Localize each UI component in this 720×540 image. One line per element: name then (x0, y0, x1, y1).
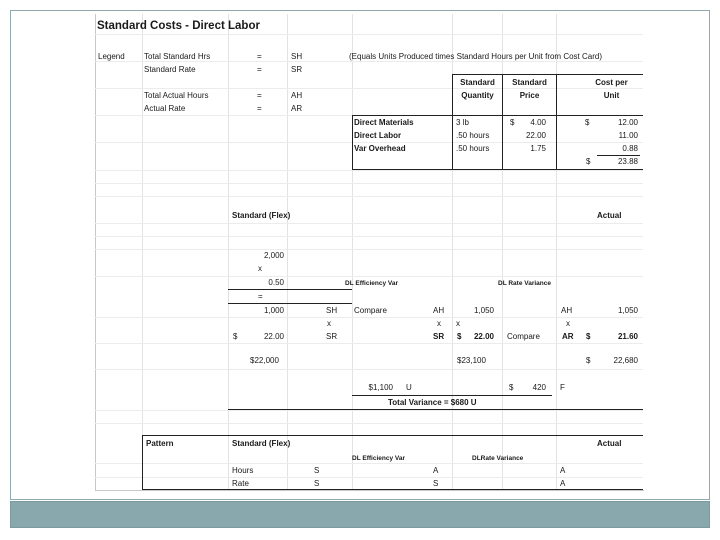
compare-label: Compare (354, 306, 387, 315)
gridline (95, 343, 643, 344)
legend-name: Total Actual Hours (144, 91, 209, 100)
sh-label: SH (326, 306, 338, 315)
cost-currency: $ (510, 118, 515, 127)
cost-item: Var Overhead (354, 144, 406, 153)
standard-rate-value: 22.00 (263, 332, 284, 341)
legend-equals: = (257, 52, 262, 61)
multiply-sign: x (456, 319, 460, 328)
ah-label: AH (561, 306, 573, 315)
rate-variance-value: 420 (532, 383, 546, 392)
variance-bottom-border (228, 409, 643, 410)
cost-qty: .50 hours (456, 144, 490, 153)
legend-name: Standard Rate (144, 65, 196, 74)
actual-hours-value: 1,050 (473, 306, 494, 315)
gridline (95, 183, 643, 184)
cost-card-bottom-border (352, 169, 643, 170)
cost-card-col-border (502, 74, 503, 170)
flex-header: Standard (Flex) (232, 211, 291, 220)
pattern-row-label: Hours (232, 466, 254, 475)
pattern-cell: A (560, 479, 566, 488)
cost-card-total: 23.88 (617, 157, 638, 166)
legend-abbr: SR (291, 65, 303, 74)
pattern-cell: A (433, 466, 439, 475)
header-quantity-line1: Standard (460, 78, 495, 87)
pattern-cell: A (560, 466, 566, 475)
cost-per-unit: 0.88 (622, 144, 638, 153)
ar-label: AR (562, 332, 574, 341)
gridline (95, 249, 643, 250)
header-price-line1: Standard (512, 78, 547, 87)
legend-abbr: AH (291, 91, 303, 100)
pattern-left-border (142, 435, 143, 490)
equals-sign: = (258, 292, 263, 301)
multiply-sign: x (327, 319, 331, 328)
header-price-line2: Price (519, 91, 540, 100)
cost-item: Direct Labor (354, 131, 402, 140)
multiply-sign: x (566, 319, 570, 328)
actual-rate-value: 21.60 (617, 332, 638, 341)
calc-underline (228, 303, 352, 304)
actual-total: 22,680 (613, 356, 638, 365)
pattern-cell: S (314, 466, 320, 475)
efficiency-variance-title: DL Efficiency Var (345, 280, 398, 287)
ah-label: AH (433, 306, 445, 315)
gridline (95, 223, 643, 224)
gridline (95, 477, 643, 478)
gridline (95, 369, 643, 370)
currency-sign: $ (586, 356, 591, 365)
efficiency-variance-value: $1,100 (368, 383, 393, 392)
pattern-efficiency-variance-title: DL Efficiency Var (352, 455, 405, 462)
slide-bottom-bar (10, 501, 710, 528)
legend-label: Legend (98, 52, 125, 61)
cost-card-col-border (556, 74, 557, 170)
currency-sign: $ (509, 383, 514, 392)
gridline (287, 14, 288, 490)
gridline (95, 276, 643, 277)
legend-name: Actual Rate (144, 104, 186, 113)
cost-per-unit: 12.00 (617, 118, 638, 127)
standard-rate-value: 22.00 (473, 332, 494, 341)
legend-note: (Equals Units Produced times Standard Hours per Unit from Cost Card) (349, 52, 602, 61)
legend-abbr: AR (291, 104, 303, 113)
cost-card-left-border (352, 115, 353, 170)
cost-currency: $ (585, 118, 590, 127)
sr-label: SR (433, 332, 445, 341)
pattern-flex-header: Standard (Flex) (232, 439, 291, 448)
rate-variance-title: DL Rate Variance (498, 280, 551, 287)
pattern-bottom-border (142, 489, 643, 490)
mid-total: $23,100 (457, 356, 486, 365)
cost-per-unit: 11.00 (618, 131, 638, 140)
actual-header: Actual (597, 211, 622, 220)
gridline (95, 196, 643, 197)
multiply-sign: x (258, 264, 262, 273)
header-cost-line1: Cost per (595, 78, 628, 87)
pattern-row-label: Rate (232, 479, 249, 488)
gridline (142, 14, 143, 490)
flex-total: $22,000 (250, 356, 279, 365)
pattern-actual-header: Actual (597, 439, 622, 448)
pattern-cell: S (314, 479, 320, 488)
cost-card-col-border (452, 74, 453, 170)
legend-equals: = (257, 65, 262, 74)
actual-hours-value: 1,050 (617, 306, 638, 315)
units-produced: 2,000 (263, 251, 284, 260)
currency-sign: $ (586, 332, 591, 341)
efficiency-variance-flag: U (406, 383, 412, 392)
currency-sign: $ (457, 332, 462, 341)
calc-underline (228, 289, 352, 290)
variance-underline (352, 395, 552, 396)
legend-equals: = (257, 104, 262, 113)
header-cost-line2: Unit (603, 91, 620, 100)
spreadsheet-area (95, 14, 644, 491)
standard-hours-value: 1,000 (263, 306, 284, 315)
cost-item: Direct Materials (354, 118, 414, 127)
multiply-sign: x (437, 319, 441, 328)
gridline (95, 317, 643, 318)
hours-per-unit: 0.50 (268, 278, 284, 287)
cost-qty: 3 lb (456, 118, 469, 127)
total-currency: $ (586, 157, 591, 166)
compare-label: Compare (507, 332, 540, 341)
sr-label: SR (326, 332, 338, 341)
cost-qty: .50 hours (456, 131, 490, 140)
rate-variance-flag: F (560, 383, 565, 392)
pattern-top-border (142, 435, 643, 436)
legend-name: Total Standard Hrs (144, 52, 211, 61)
legend-abbr: SH (291, 52, 303, 61)
header-quantity-line2: Quantity (461, 91, 494, 100)
gridline (95, 88, 643, 89)
gridline (228, 14, 229, 490)
pattern-rate-variance-title: DLRate Variance (472, 455, 524, 462)
gridline (95, 236, 643, 237)
gridline (95, 34, 643, 35)
cost-card-header-border (352, 115, 643, 116)
legend-equals: = (257, 91, 262, 100)
currency-sign: $ (233, 332, 238, 341)
cost-price: 4.00 (530, 118, 546, 127)
pattern-cell: S (433, 479, 439, 488)
gridline (95, 142, 643, 143)
gridline (95, 423, 643, 424)
page-title: Standard Costs - Direct Labor (97, 20, 260, 32)
cost-price: 22.00 (525, 131, 546, 140)
cost-price: 1.75 (530, 144, 546, 153)
gridline (95, 410, 643, 411)
gridline (352, 14, 353, 490)
pattern-label: Pattern (146, 439, 174, 448)
total-variance: Total Variance = $680 U (388, 398, 477, 407)
cost-card-top-border (452, 74, 643, 75)
gridline (95, 170, 643, 171)
subtotal-line (597, 155, 640, 156)
